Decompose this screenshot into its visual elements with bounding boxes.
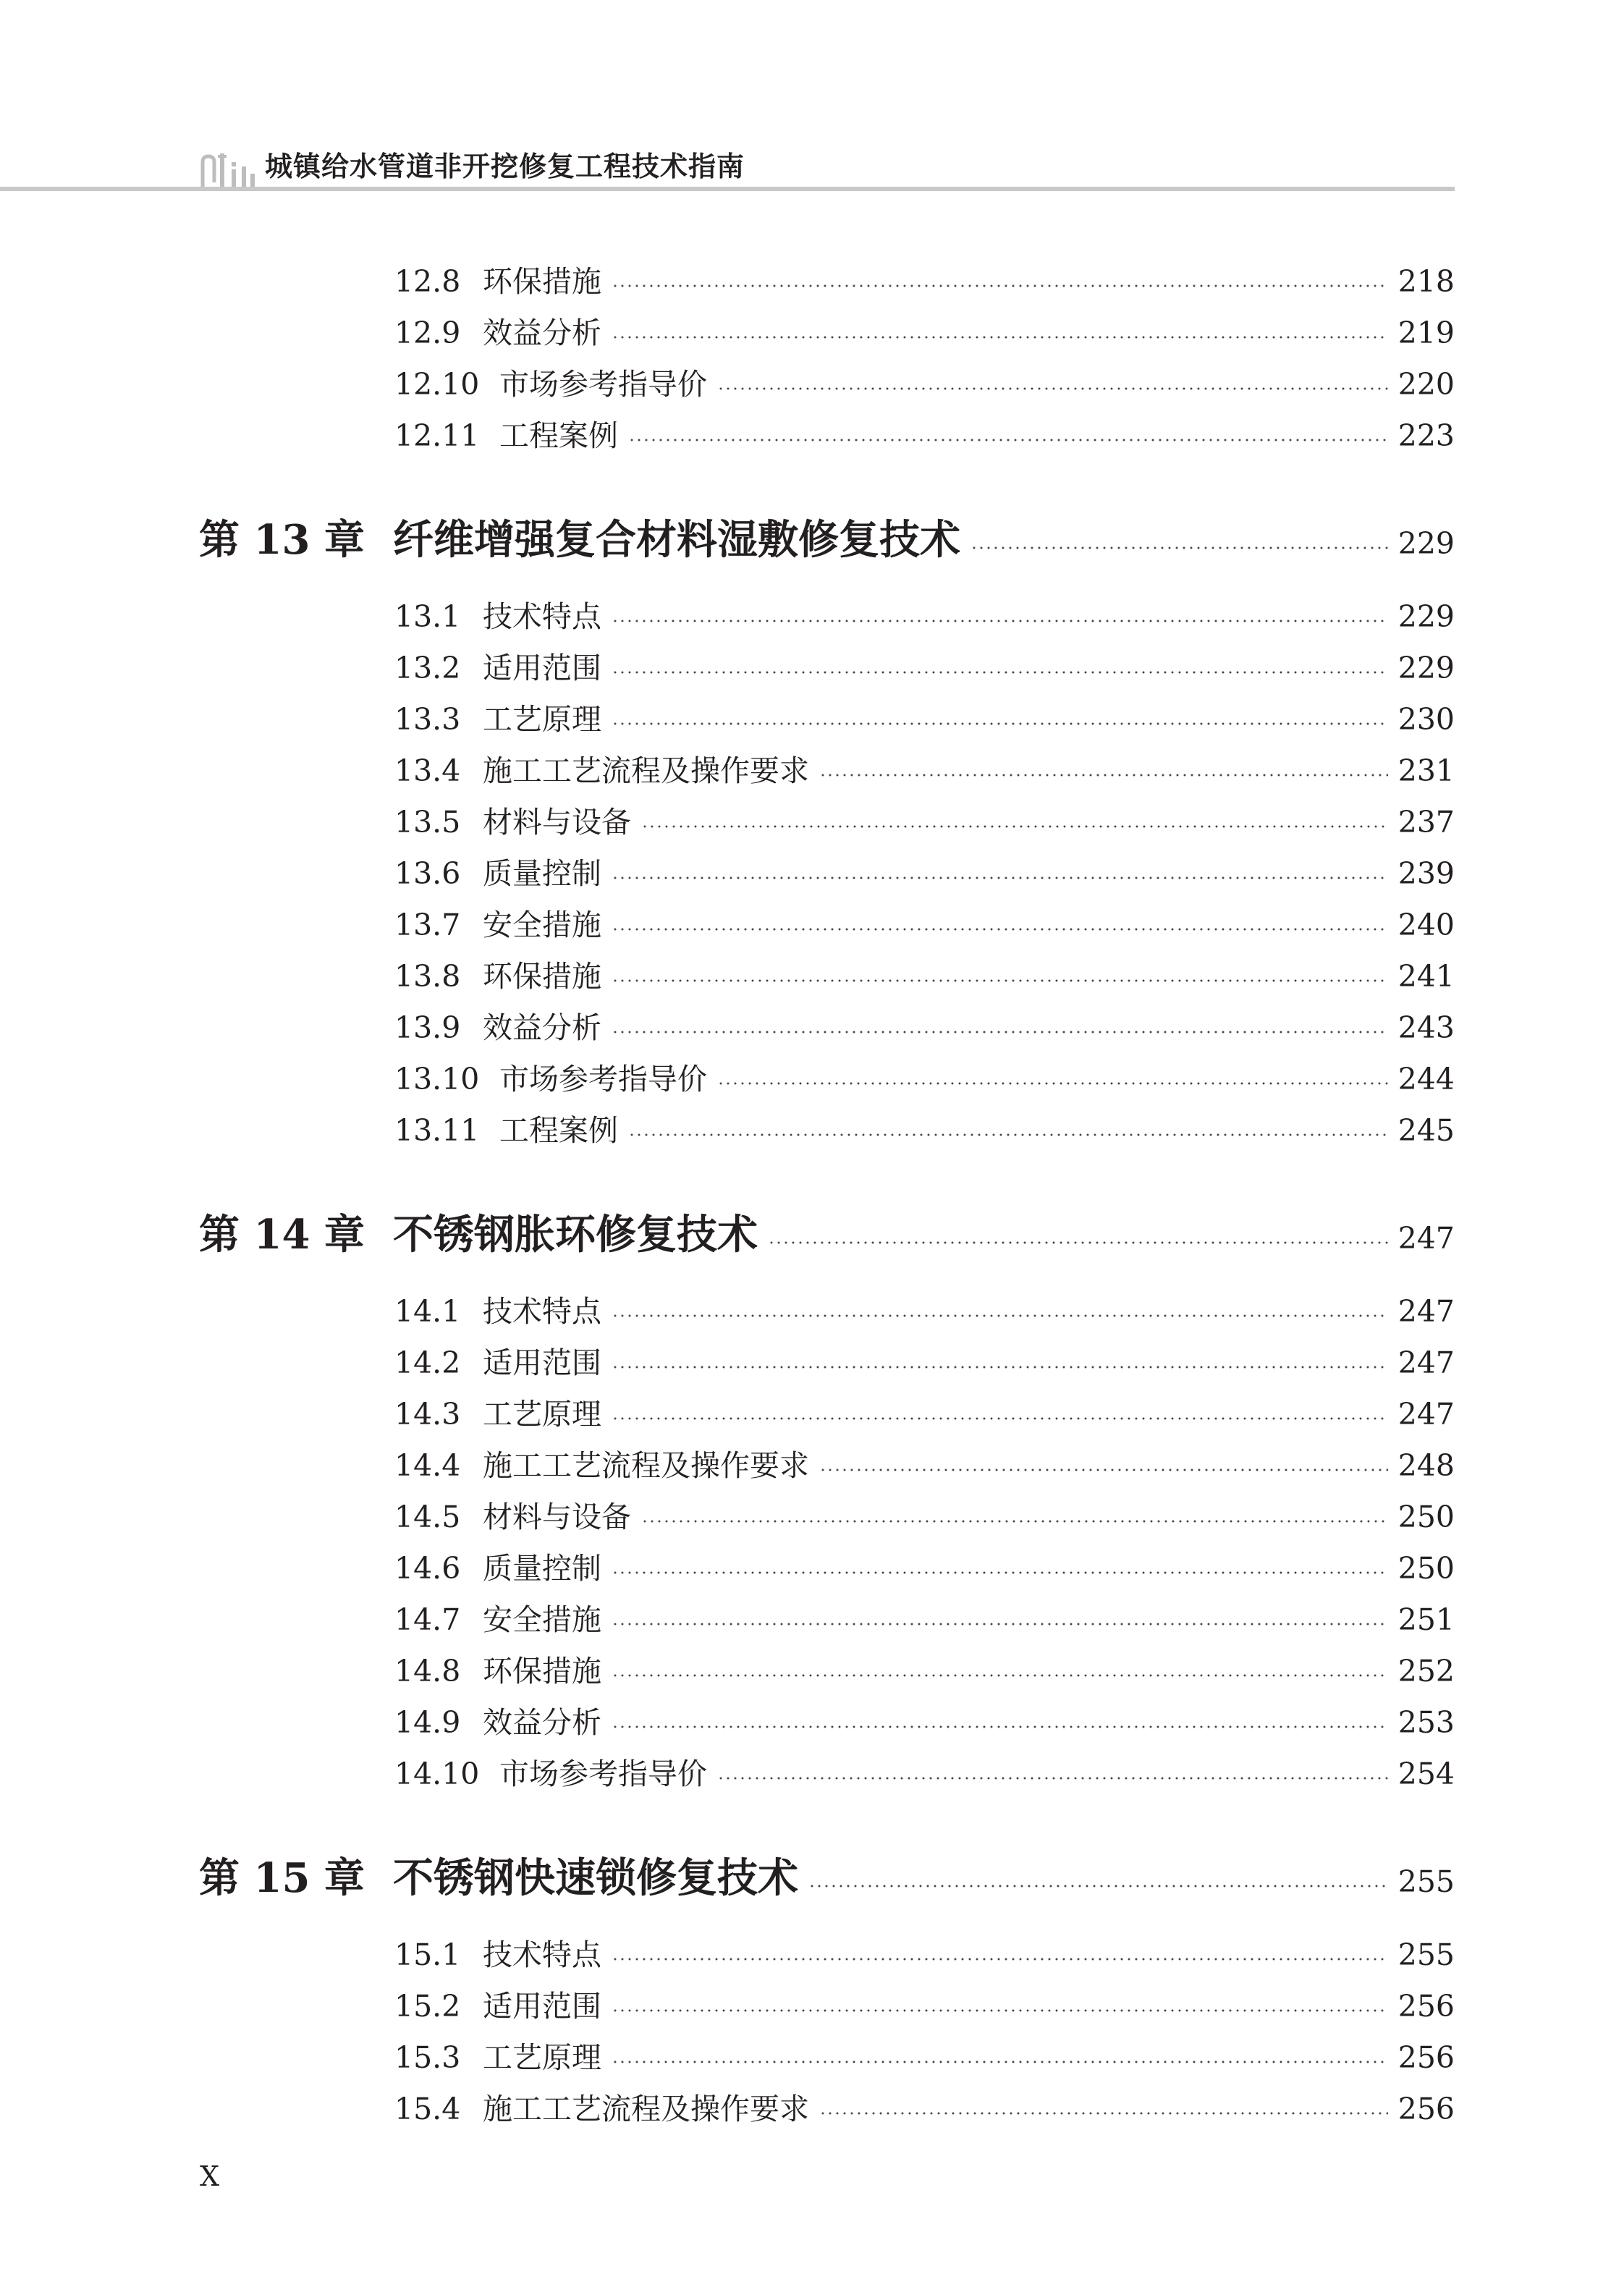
section-number: 13.1 (394, 599, 461, 634)
page-ref: 243 (1397, 1010, 1455, 1045)
dot-leader (628, 439, 1388, 441)
toc-section-entry (0, 359, 1455, 410)
page-ref: 252 (1397, 1654, 1455, 1688)
section-title: 材料与设备 (483, 1500, 631, 1534)
toc-section-entry (0, 1054, 1455, 1105)
section-title: 效益分析 (483, 1010, 601, 1045)
page-ref: 244 (1397, 1062, 1455, 1096)
page-ref: 248 (1397, 1448, 1455, 1483)
page-ref: 247 (1397, 1397, 1455, 1432)
header-rule (0, 187, 1455, 191)
section-number: 14.6 (394, 1551, 461, 1586)
page-ref: 253 (1397, 1705, 1455, 1740)
section-title: 市场参考指导价 (499, 1757, 707, 1791)
section-number: 15.4 (394, 2092, 461, 2126)
dot-leader (641, 1520, 1388, 1523)
toc-section-entry (0, 1749, 1455, 1800)
page-ref: 237 (1397, 805, 1455, 840)
dot-leader (717, 1082, 1388, 1085)
section-title: 工程案例 (499, 418, 618, 453)
dot-leader (612, 1417, 1388, 1420)
section-title: 安全措施 (483, 1602, 601, 1637)
section-number: 13.7 (394, 908, 461, 942)
page-ref: 245 (1397, 1113, 1455, 1148)
dot-leader (612, 1031, 1388, 1034)
chapter-title: 不锈钢胀环修复技术 (393, 1211, 758, 1259)
dot-leader (612, 928, 1388, 931)
page-ref: 251 (1397, 1602, 1455, 1637)
page-ref: 239 (1397, 856, 1455, 891)
dot-leader (612, 1674, 1388, 1677)
section-title: 质量控制 (483, 856, 601, 891)
dot-leader (612, 2009, 1388, 2012)
section-number: 13.8 (394, 959, 461, 994)
section-title: 工艺原理 (483, 702, 601, 737)
toc-section-entry (0, 900, 1455, 951)
page-ref: 255 (1397, 1937, 1455, 1972)
dot-leader (612, 1366, 1388, 1369)
section-title: 市场参考指导价 (499, 367, 707, 402)
section-number: 13.2 (394, 651, 461, 685)
page-ref: 256 (1397, 2092, 1455, 2126)
dot-leader (612, 1314, 1388, 1317)
page-ref: 230 (1397, 702, 1455, 737)
section-number: 12.9 (394, 316, 461, 350)
toc-section-entry (0, 410, 1455, 462)
toc-section-entry (0, 1929, 1455, 1981)
section-number: 14.8 (394, 1654, 461, 1688)
section-title: 效益分析 (483, 1705, 601, 1740)
dot-leader (717, 1777, 1388, 1780)
page-ref: 247 (1397, 1345, 1455, 1380)
chapter-title: 纤维增强复合材料湿敷修复技术 (393, 516, 960, 564)
page-ref: 254 (1397, 1757, 1455, 1791)
dot-leader (612, 284, 1388, 287)
toc-section-entry (0, 1002, 1455, 1054)
page-ref: 223 (1397, 418, 1455, 453)
dot-leader (612, 876, 1388, 879)
toc-section-entry (0, 797, 1455, 848)
dot-leader (612, 671, 1388, 674)
dot-leader (612, 620, 1388, 622)
toc-section-entry (0, 1337, 1455, 1389)
toc-section-entry (0, 745, 1455, 797)
toc-section-entry (0, 1440, 1455, 1492)
section-title: 材料与设备 (483, 805, 631, 840)
dot-leader (612, 2060, 1388, 2063)
chapter-number: 第 13 章 (199, 516, 365, 564)
section-number: 14.1 (394, 1294, 461, 1329)
dot-leader (768, 1241, 1388, 1244)
section-title: 环保措施 (483, 959, 601, 994)
chapter-number: 第 14 章 (199, 1211, 365, 1259)
section-title: 工程案例 (499, 1113, 618, 1148)
dot-leader (612, 1725, 1388, 1728)
toc-section-entry (0, 1286, 1455, 1337)
section-title: 技术特点 (483, 1294, 601, 1329)
page-ref: 250 (1397, 1500, 1455, 1534)
page-ref: 240 (1397, 908, 1455, 942)
toc-section-entry (0, 694, 1455, 745)
toc-section-entry (0, 1646, 1455, 1697)
page-number: X (200, 2160, 220, 2192)
toc-chapter-entry (0, 1209, 1455, 1261)
toc-chapter-entry (0, 1852, 1455, 1904)
section-title: 施工工艺流程及操作要求 (483, 1448, 809, 1483)
section-number: 13.11 (394, 1113, 480, 1148)
section-title: 适用范围 (483, 651, 601, 685)
dot-leader (612, 336, 1388, 339)
section-number: 14.5 (394, 1500, 461, 1534)
page-ref: 241 (1397, 959, 1455, 994)
toc-section-entry (0, 848, 1455, 900)
section-number: 13.6 (394, 856, 461, 891)
section-number: 14.9 (394, 1705, 461, 1740)
section-title: 施工工艺流程及操作要求 (483, 2092, 809, 2126)
section-title: 市场参考指导价 (499, 1062, 707, 1096)
section-title: 工艺原理 (483, 2040, 601, 2075)
page-ref: 229 (1397, 599, 1455, 634)
page-ref: 256 (1397, 2040, 1455, 2075)
dot-leader (717, 387, 1388, 390)
book-title: 城镇给水管道非开挖修复工程技术指南 (265, 150, 745, 182)
section-title: 施工工艺流程及操作要求 (483, 753, 809, 788)
section-number: 12.11 (394, 418, 480, 453)
section-title: 技术特点 (483, 1937, 601, 1972)
page-ref: 256 (1397, 1989, 1455, 2024)
toc-section-entry (0, 1543, 1455, 1594)
dot-leader (819, 774, 1388, 777)
section-number: 15.2 (394, 1989, 461, 2024)
section-title: 效益分析 (483, 316, 601, 350)
section-title: 安全措施 (483, 908, 601, 942)
section-number: 15.3 (394, 2040, 461, 2075)
page-ref: 220 (1397, 367, 1455, 402)
section-number: 13.3 (394, 702, 461, 737)
toc-section-entry (0, 2084, 1455, 2135)
dot-leader (612, 979, 1388, 982)
page-ref: 247 (1397, 1294, 1455, 1329)
running-header (0, 145, 1455, 195)
section-title: 环保措施 (483, 1654, 601, 1688)
dot-leader (612, 722, 1388, 725)
toc-section-entry (0, 951, 1455, 1002)
section-number: 14.10 (394, 1757, 480, 1791)
section-number: 13.5 (394, 805, 461, 840)
page-ref: 229 (1397, 651, 1455, 685)
page-ref: 255 (1397, 1864, 1455, 1899)
toc-section-entry (0, 1105, 1455, 1157)
section-title: 环保措施 (483, 264, 601, 299)
toc-section-entry (0, 1594, 1455, 1646)
table-of-contents (0, 256, 1455, 2135)
toc-chapter-entry (0, 514, 1455, 566)
dot-leader (612, 1958, 1388, 1961)
chapter-title: 不锈钢快速锁修复技术 (393, 1854, 798, 1902)
toc-section-entry (0, 1981, 1455, 2032)
section-number: 13.4 (394, 753, 461, 788)
dot-leader (808, 1885, 1388, 1888)
section-number: 14.2 (394, 1345, 461, 1380)
dot-leader (628, 1133, 1388, 1136)
dot-leader (612, 1571, 1388, 1574)
page-ref: 229 (1397, 526, 1455, 561)
section-title: 质量控制 (483, 1551, 601, 1586)
section-number: 14.4 (394, 1448, 461, 1483)
section-title: 技术特点 (483, 599, 601, 634)
page-ref: 231 (1397, 753, 1455, 788)
book-logo-icon (195, 153, 257, 191)
page-ref: 218 (1397, 264, 1455, 299)
section-number: 12.8 (394, 264, 461, 299)
section-number: 14.3 (394, 1397, 461, 1432)
page-ref: 247 (1397, 1221, 1455, 1256)
section-title: 工艺原理 (483, 1397, 601, 1432)
toc-section-entry (0, 1389, 1455, 1440)
section-title: 适用范围 (483, 1345, 601, 1380)
section-number: 15.1 (394, 1937, 461, 1972)
section-number: 13.10 (394, 1062, 480, 1096)
section-number: 14.7 (394, 1602, 461, 1637)
dot-leader (970, 546, 1388, 549)
section-number: 13.9 (394, 1010, 461, 1045)
section-number: 12.10 (394, 367, 480, 402)
dot-leader (641, 825, 1388, 828)
page-ref: 219 (1397, 316, 1455, 350)
toc-section-entry (0, 1492, 1455, 1543)
dot-leader (612, 1623, 1388, 1626)
chapter-number: 第 15 章 (199, 1854, 365, 1902)
section-title: 适用范围 (483, 1989, 601, 2024)
toc-section-entry (0, 1697, 1455, 1749)
toc-section-entry (0, 256, 1455, 308)
toc-section-entry (0, 2032, 1455, 2084)
dot-leader (819, 2112, 1388, 2115)
dot-leader (819, 1468, 1388, 1471)
toc-section-entry (0, 591, 1455, 643)
page-ref: 250 (1397, 1551, 1455, 1586)
toc-section-entry (0, 643, 1455, 694)
toc-section-entry (0, 308, 1455, 359)
